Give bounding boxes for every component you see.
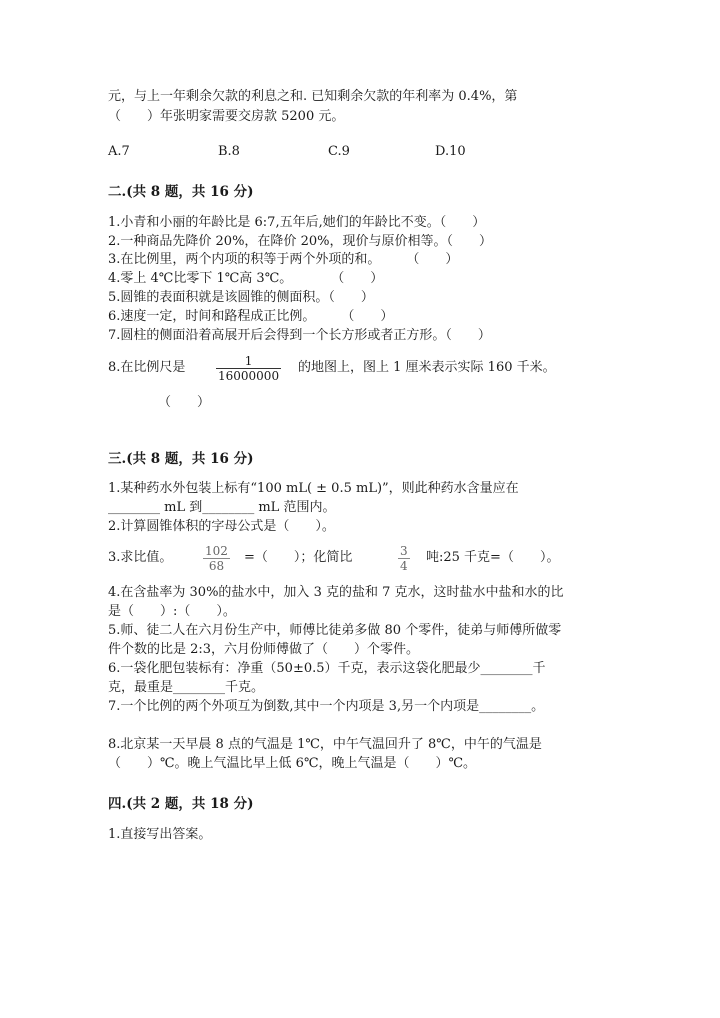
s2-question-7: 7.圆柱的侧面沿着高展开后会得到一个长方形或者正方形。（ ） [108,328,491,343]
s3-question-6-line-2: 克，最重是________千克。 [108,680,265,695]
ratio-fraction-2 [398,544,410,573]
section-3-heading: 三.(共 8 题，共 16 分) [108,451,254,467]
option-b: B.8 [218,144,240,159]
s2-question-5: 5.圆锥的表面积就是该圆锥的侧面积。（ ） [108,290,374,305]
prev-question-line-1: 元，与上一年剩余欠款的利息之和. 已知剩余欠款的年利率为 0.4%，第 [108,89,518,104]
option-c: C.9 [328,144,350,159]
s3-question-5-line-2: 件个数的比是 2:3，六月份师傅做了（ ）个零件。 [108,642,420,657]
s3-question-3-after: 吨:25 千克=（ ）。 [426,550,560,565]
ratio-fraction-2-denominator: 4 [400,559,408,573]
s3-question-8-line-2: （ ）℃。晚上气温比早上低 6℃，晚上气温是（ ）℃。 [108,756,477,771]
s3-question-2: 2.计算圆锥体积的字母公式是（ ）。 [108,519,335,534]
s2-question-4: 4.零上 4℃比零下 1℃高 3℃。 （ ） [108,271,384,286]
scale-fraction-denominator: 16000000 [218,369,280,383]
s2-question-8-before: 8.在比例尺是 [108,360,186,375]
section-2-heading: 二.(共 8 题，共 16 分) [108,184,254,200]
scale-fraction-numerator: 1 [244,354,253,368]
s3-question-1-line-2: ________ mL 到________ mL 范围内。 [108,500,336,515]
s3-question-1-line-1: 1.某种药水外包装上标有“100 mL( ± 0.5 mL)”，则此种药水含量应在 [108,481,519,496]
s2-question-8-paren: （ ） [158,395,211,410]
section-4-heading: 四.(共 2 题，共 18 分) [108,796,254,812]
s4-question-1: 1.直接写出答案。 [108,827,212,842]
scale-fraction [216,354,281,383]
s2-question-3: 3.在比例里，两个内项的积等于两个外项的和。 （ ） [108,252,459,267]
option-a: A.7 [108,144,130,159]
s3-question-7: 7.一个比例的两个外项互为倒数,其中一个内项是 3,另一个内项是________。 [108,699,545,714]
s3-question-5-line-1: 5.师、徒二人在六月份生产中，师傅比徒弟多做 80 个零件，徒弟与师傅所做零 [108,623,562,638]
s2-question-6: 6.速度一定，时间和路程成正比例。 （ ） [108,309,394,324]
s2-question-2: 2.一种商品先降价 20%，在降价 20%，现价与原价相等。（ ） [108,234,492,249]
s3-question-3-middle: =（ ）；化简比 [244,550,353,565]
s3-question-4-line-1: 4.在含盐率为 30%的盐水中，加入 3 克的盐和 7 克水，这时盐水中盐和水的比 [108,585,564,600]
s2-question-8-after: 的地图上，图上 1 厘米表示实际 160 千米。 [298,360,556,375]
option-d: D.10 [435,144,466,159]
prev-question-line-2: （ ）年张明家需要交房款 5200 元。 [108,109,345,124]
s2-question-1: 1.小青和小丽的年龄比是 6:7,五年后,她们的年龄比不变。（ ） [108,215,486,230]
ratio-fraction-1-denominator: 68 [203,558,230,573]
s3-question-8-line-1: 8.北京某一天早晨 8 点的气温是 1℃，中午气温回升了 8℃，中午的气温是 [108,737,542,752]
ratio-fraction-1-numerator: 102 [205,544,228,558]
s3-question-4-line-2: 是（ ）:（ ）。 [108,604,236,619]
s3-question-3-before: 3.求比值。 [108,550,173,565]
ratio-fraction-2-numerator: 3 [400,544,408,558]
s3-question-6-line-1: 6.一袋化肥包装标有：净重（50±0.5）千克，表示这袋化肥最少________千 [108,661,546,676]
ratio-fraction-1 [203,544,230,573]
